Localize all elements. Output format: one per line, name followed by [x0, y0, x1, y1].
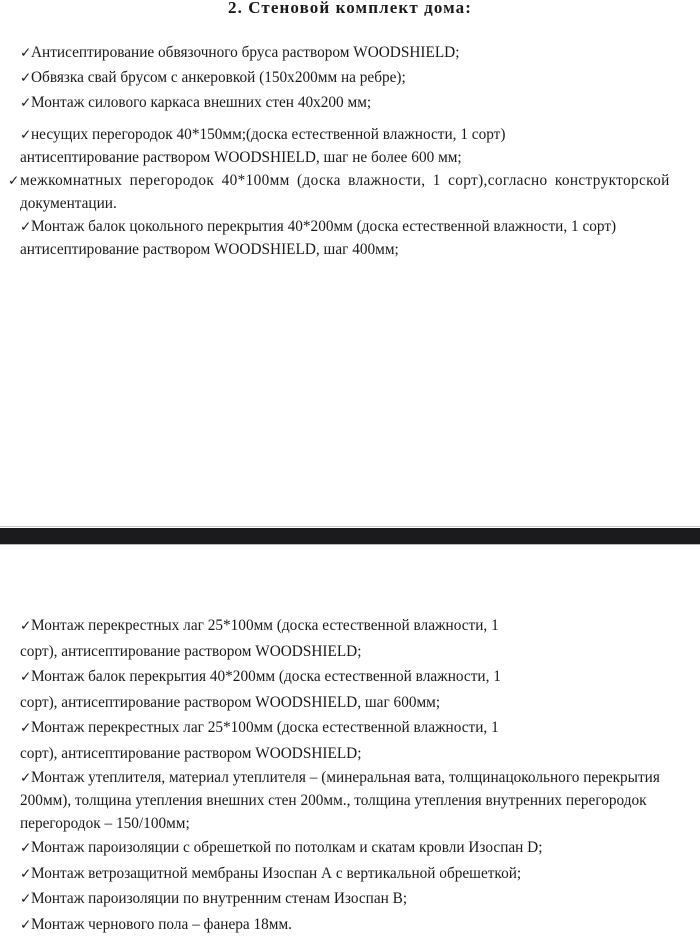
checkmark-icon: ✓ [8, 173, 20, 188]
upper-section [0, 40, 700, 261]
list-item-line [0, 613, 700, 639]
lower-section [0, 613, 700, 937]
list-item-line: сорт), антисептирование раствором WOODSHIELD, шаг 600мм; [20, 693, 441, 711]
list-item-line [0, 766, 700, 789]
list-item-text: Монтаж балок цокольного перекрытия 40*200мм (доска естественной влажности, 1 сорт) [31, 218, 617, 235]
list-item-text: Обвязка свай брусом с анкеровкой (150х200мм на ребре); [31, 69, 406, 86]
checkmark-icon: ✓ [20, 891, 32, 906]
checkmark-icon: ✓ [20, 95, 32, 110]
list-item-text: Монтаж перекрестных лаг 25*100мм (доска естественной влажности, 1 [31, 719, 499, 736]
checkmark-icon: ✓ [20, 45, 32, 60]
list-item-line [0, 715, 700, 741]
checkmark-icon: ✓ [20, 127, 32, 142]
checkmark-icon: ✓ [20, 865, 32, 881]
list-item-text: Монтаж пароизоляции с обрешеткой по потолкам и скатам кровли Изоспан D; [31, 839, 543, 856]
list-item-line: перегородок – 150/100мм; [20, 815, 190, 832]
list-item-text: Монтаж утеплителя, материал утеплителя – (минеральная вата, толщинацокольного перекрытия [31, 769, 660, 786]
list-item-text: Монтаж чернового пола – фанера 18мм. [31, 915, 292, 933]
list-item [0, 215, 700, 261]
checkmark-icon: ✓ [20, 70, 32, 85]
list-item [0, 40, 700, 65]
list-item [0, 65, 700, 90]
list-item-line: антисептирование раствором WOODSHIELD, шаг не более 600 мм; [20, 149, 462, 166]
list-item [0, 123, 700, 169]
page-separator-band [0, 528, 700, 544]
list-item-line [0, 215, 700, 238]
list-item-text: Антисептирование обвязочного бруса раствором WOODSHIELD; [31, 44, 460, 61]
list-item-text: Монтаж пароизоляции по внутренним стенам Изоспан В; [31, 890, 408, 907]
list-item [0, 90, 700, 115]
list-item-text: Монтаж балок перекрытия 40*200мм (доска естественной влажности, 1 [31, 668, 501, 685]
checkmark-icon: ✓ [20, 916, 32, 932]
list-item-text: Монтаж перекрестных лаг 25*100мм (доска естественной влажности, 1 [31, 617, 499, 634]
list-item-line: сорт), антисептирование раствором WOODSHIELD; [20, 642, 362, 660]
page-title: 2. Стеновой комплект дома: [227, 0, 473, 17]
list-item-text: Монтаж силового каркаса внешних стен 40х200 мм; [31, 94, 372, 111]
checkmark-icon: ✓ [20, 720, 32, 735]
checkmark-icon: ✓ [20, 840, 32, 855]
checkmark-icon: ✓ [20, 618, 32, 633]
list-item [0, 664, 700, 715]
list-item [0, 835, 700, 861]
list-item-text: Монтаж ветрозащитной мембраны Изоспан А с вертикальной обрешеткой; [31, 864, 522, 882]
list-item [0, 715, 700, 766]
list-item-line: документации. [20, 195, 117, 212]
checkmark-icon: ✓ [20, 219, 32, 234]
list-item [0, 169, 700, 215]
separator-hairline-top [0, 526, 700, 527]
checkmark-icon: ✓ [20, 669, 32, 684]
list-item-line [0, 664, 700, 690]
list-item [0, 861, 700, 887]
list-item [0, 912, 700, 938]
checkmark-icon: ✓ [20, 770, 32, 785]
list-item [0, 766, 700, 835]
list-item [0, 613, 700, 664]
list-item [0, 886, 700, 912]
spacer [0, 115, 700, 123]
list-item-text: несущих перегородок 40*150мм;(доска естественной влажности, 1 сорт) [31, 126, 506, 143]
list-item-text: межкомнатных перегородок 40*100мм (доска влажности, 1 сорт),согласно конструкторской [20, 172, 670, 189]
list-item-line [0, 169, 700, 192]
list-item-line: 200мм), толщина утепления внешних стен 200мм., толщина утепления внутренних перегородок [20, 792, 647, 809]
separator-hairline-bottom [0, 544, 700, 545]
list-item-line: антисептирование раствором WOODSHIELD, шаг 400мм; [20, 241, 399, 258]
list-item-line [0, 123, 700, 146]
list-item-line: сорт), антисептирование раствором WOODSHIELD; [20, 744, 362, 762]
